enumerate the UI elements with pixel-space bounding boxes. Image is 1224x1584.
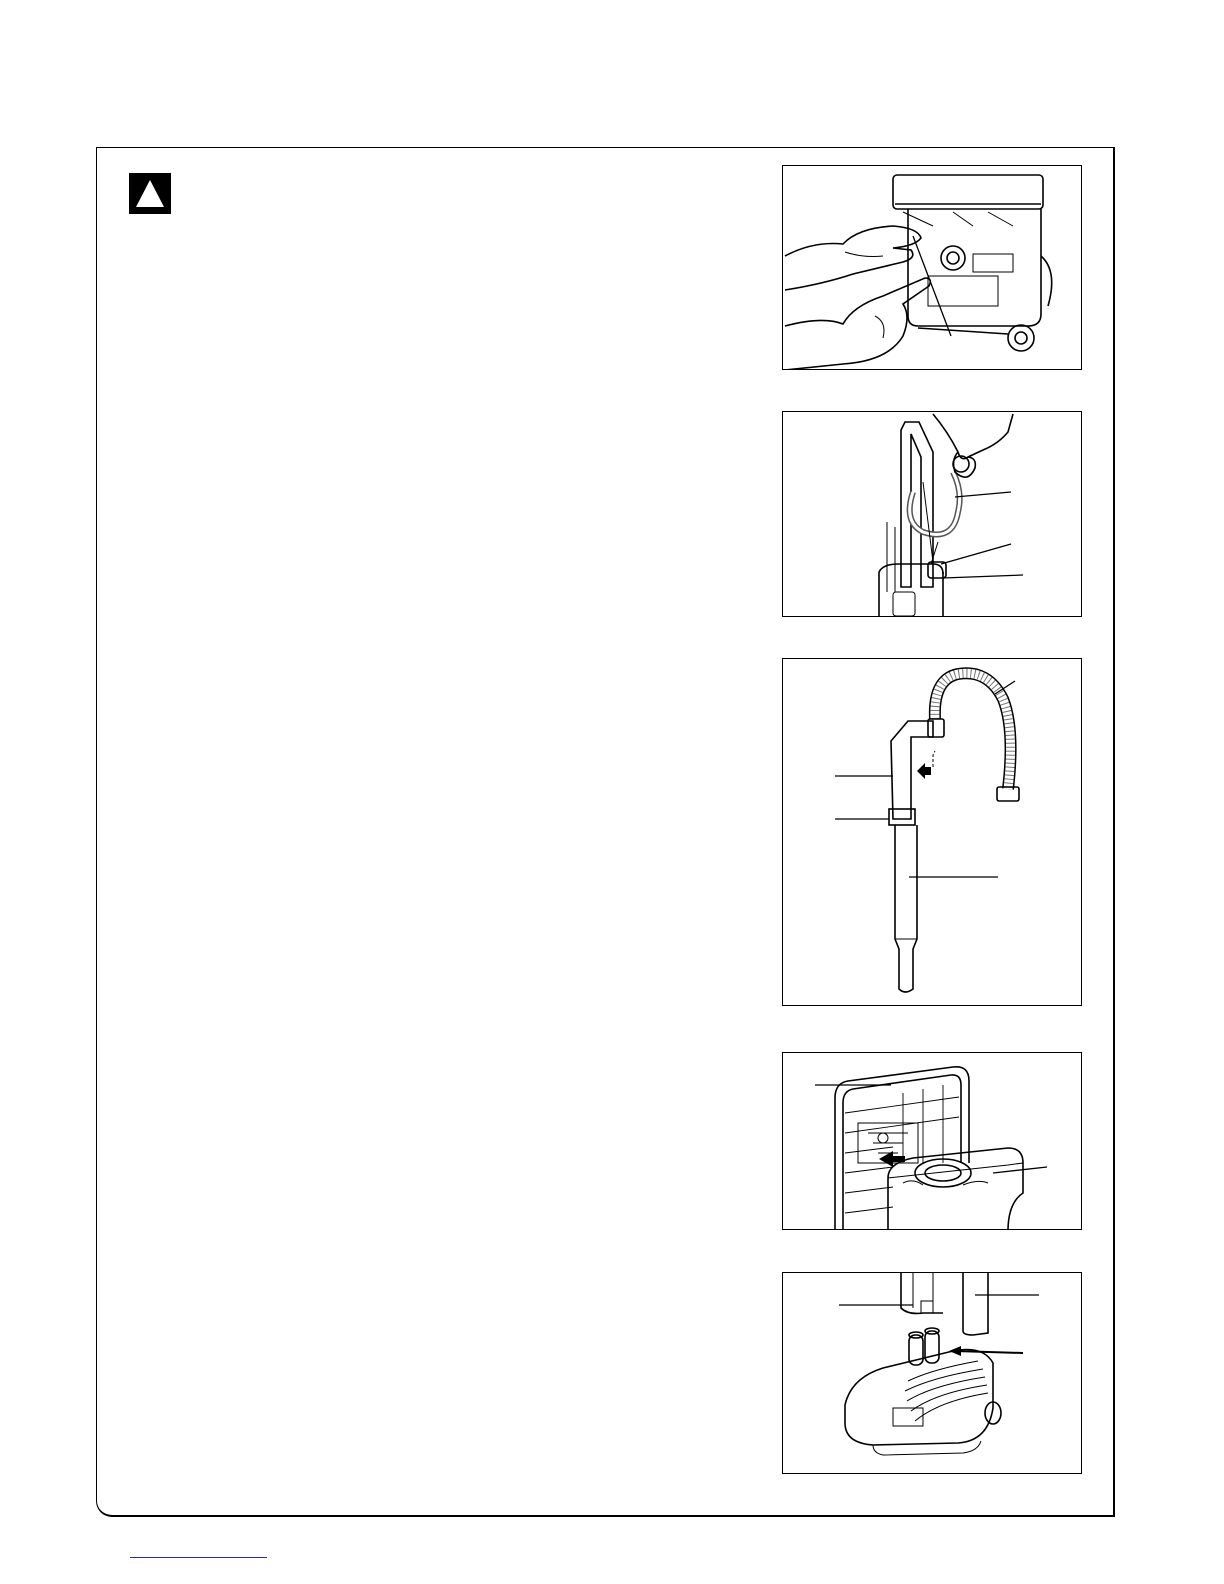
figure-bag-compartment bbox=[782, 1052, 1082, 1230]
figure-brush-roll-removal bbox=[782, 165, 1082, 370]
figure-base-connection bbox=[782, 1272, 1082, 1474]
figure-handle-hose-wand bbox=[782, 658, 1082, 1006]
warning-triangle-icon bbox=[129, 173, 171, 214]
figure-hose-removal bbox=[782, 411, 1082, 617]
footer-link-underline[interactable] bbox=[130, 1557, 267, 1558]
